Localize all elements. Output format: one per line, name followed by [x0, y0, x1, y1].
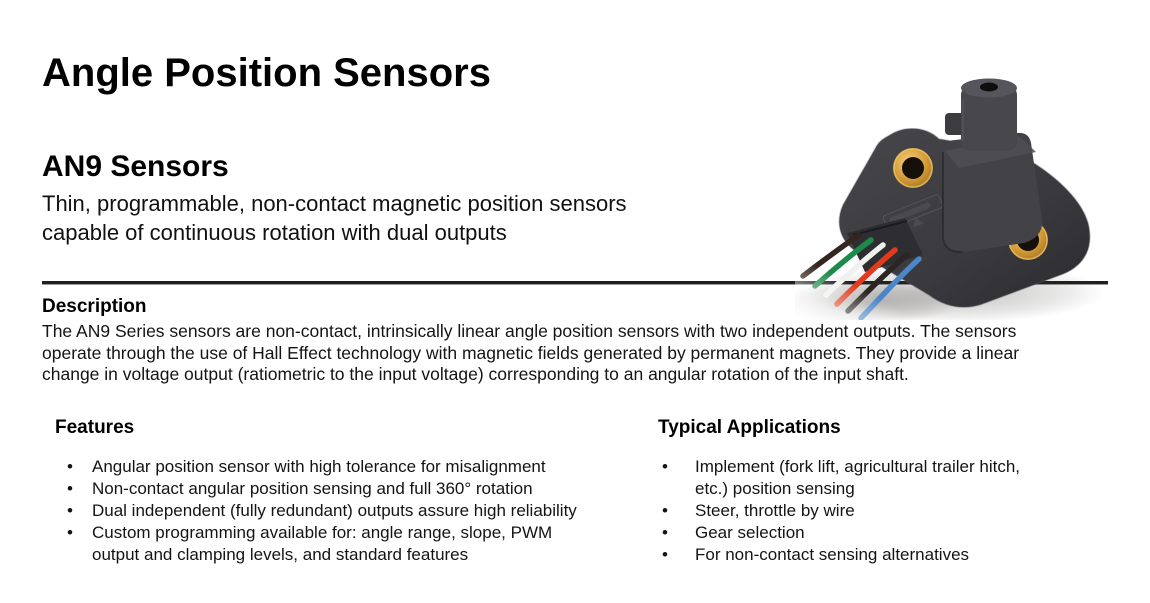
bullet-icon: • — [662, 500, 668, 520]
feature-item — [67, 522, 658, 566]
application-text: For non-contact sensing alternatives — [695, 544, 970, 564]
bullet-icon: • — [67, 500, 73, 520]
product-tagline-line-1: Thin, programmable, non-contact magnetic position sensors — [42, 191, 627, 216]
features-column — [42, 416, 658, 566]
application-text: Gear selection — [695, 522, 805, 542]
applications-heading: Typical Applications — [658, 416, 841, 438]
product-name: AN9 Sensors — [42, 150, 229, 183]
feature-text: Non-contact angular position sensing and full 360° rotation — [92, 478, 533, 498]
bullet-icon: • — [662, 456, 668, 476]
application-text: Implement (fork lift, agricultural trailer hitch, etc.) position sensing — [695, 456, 1020, 498]
description-heading: Description — [42, 296, 147, 317]
applications-column — [658, 416, 1108, 566]
application-text: Steer, throttle by wire — [695, 500, 855, 520]
product-tagline-line-2: capable of continuous rotation with dual outputs — [42, 220, 507, 245]
bullet-icon: • — [67, 478, 73, 498]
product-tagline — [42, 189, 742, 247]
application-item — [662, 500, 1108, 522]
product-photo — [795, 55, 1125, 320]
bullet-icon: • — [662, 522, 668, 542]
bullet-icon: • — [662, 544, 668, 564]
page-title: Angle Position Sensors — [42, 51, 491, 95]
feature-item — [67, 500, 658, 522]
feature-item — [67, 478, 658, 500]
features-list — [42, 456, 658, 566]
sensor-illustration — [795, 55, 1125, 320]
feature-text: Dual independent (fully redundant) outputs assure high reliability — [92, 500, 577, 520]
bullet-icon: • — [67, 456, 73, 476]
description-body: The AN9 Series sensors are non-contact, intrinsically linear angle position sensors with two independent outputs. The sensors operate through the use of Hall Effect technology with magnetic fields generated by permanent magnets. They provide a linear change in voltage output (ratiometric to the input voltage) corresponding to an angular rotation of the input shaft. — [42, 321, 1020, 384]
mounting-bushing-left — [893, 148, 933, 188]
feature-text: Angular position sensor with high tolerance for misalignment — [92, 456, 546, 476]
photo-fade — [795, 245, 935, 320]
bullet-icon: • — [67, 522, 73, 542]
application-item — [662, 522, 1108, 544]
two-column-section — [42, 416, 1108, 566]
feature-text: Custom programming available for: angle range, slope, PWM output and clamping levels, and standard features — [92, 522, 553, 564]
application-item — [662, 456, 1108, 500]
feature-item — [67, 456, 658, 478]
applications-list — [658, 456, 1108, 566]
datasheet-page — [0, 50, 1150, 603]
application-item — [662, 544, 1108, 566]
shaft-hole — [980, 83, 998, 92]
features-heading: Features — [55, 416, 135, 438]
